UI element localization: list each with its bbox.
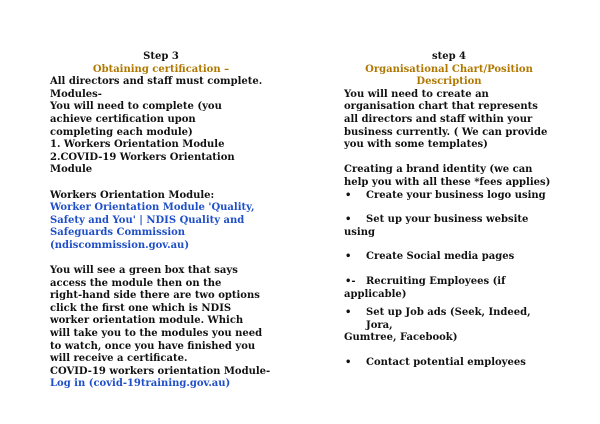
bullet-mark: • bbox=[345, 356, 352, 368]
brand-task-list bbox=[344, 190, 554, 370]
step-4-column bbox=[344, 51, 554, 369]
instruction-line: You will see a green box that says bbox=[50, 265, 238, 277]
list-item-text: Recruiting Employees (if bbox=[366, 275, 506, 287]
list-item bbox=[344, 214, 554, 227]
bullet-mark: •- bbox=[345, 275, 356, 287]
list-item-text: Contact potential employees bbox=[366, 356, 526, 368]
step-3-column bbox=[50, 51, 272, 391]
step-4-label: step 4 bbox=[431, 51, 467, 62]
covid-training-link[interactable]: Log in (covid-19training.gov.au) bbox=[50, 378, 231, 390]
brand-line: help you with all these *fees applies) bbox=[344, 176, 551, 188]
bullet-mark: • bbox=[345, 189, 352, 201]
list-item-text: Create your business logo using bbox=[366, 189, 546, 201]
list-item-text: Create Social media pages bbox=[366, 251, 515, 263]
left-line: Modules- bbox=[50, 88, 102, 100]
link-line[interactable]: Safeguards Commission bbox=[50, 227, 186, 239]
left-line: You will need to complete (you bbox=[50, 101, 222, 113]
left-line: 1. Workers Orientation Module bbox=[50, 139, 225, 151]
list-item bbox=[344, 276, 554, 289]
instruction-line: to watch, once you have finished you bbox=[50, 340, 256, 352]
step-3-label: Step 3 bbox=[143, 51, 179, 62]
list-item-continuation: using bbox=[344, 226, 375, 238]
list-item-continuation: applicable) bbox=[344, 288, 407, 300]
instruction-line: worker orientation module. Which bbox=[50, 315, 244, 327]
list-item bbox=[344, 190, 554, 203]
list-item-continuation: Gumtree, Facebook) bbox=[344, 332, 458, 344]
list-item-text: Set up Job ads (Seek, Indeed, Jora, bbox=[366, 307, 531, 331]
intro-line: you with some templates) bbox=[344, 139, 488, 151]
left-line: 2.COVID-19 Workers Orientation bbox=[50, 151, 235, 163]
link-line[interactable]: (ndiscommission.gov.au) bbox=[50, 239, 190, 251]
module-heading: Workers Orientation Module: bbox=[50, 189, 215, 201]
left-line: Module bbox=[50, 164, 93, 176]
step-4-title: Organisational Chart/Position bbox=[365, 63, 533, 75]
instruction-line: will take you to the modules you need bbox=[50, 328, 263, 340]
link-line[interactable]: Safety and You' | NDIS Quality and bbox=[50, 214, 245, 226]
left-line: completing each module) bbox=[50, 126, 193, 138]
list-item bbox=[344, 307, 554, 332]
step-3-title: Obtaining certification – bbox=[92, 63, 230, 75]
instruction-line: access the module then on the bbox=[50, 277, 222, 289]
bullet-mark: • bbox=[345, 214, 352, 226]
left-line: All directors and staff must complete. bbox=[50, 76, 263, 88]
ndis-module-link[interactable] bbox=[50, 202, 272, 252]
bullet-mark: • bbox=[345, 251, 352, 263]
left-line: achieve certification upon bbox=[50, 113, 196, 125]
intro-line: You will need to create an bbox=[344, 88, 489, 100]
instruction-line: will receive a certificate. bbox=[50, 353, 188, 365]
instruction-line: click the first one which is NDIS bbox=[50, 302, 232, 314]
list-item bbox=[344, 251, 554, 264]
intro-line: organisation chart that represents bbox=[344, 101, 538, 113]
intro-line: all directors and staff within your bbox=[344, 113, 533, 125]
instruction-line: right-hand side there are two options bbox=[50, 290, 260, 302]
bullet-mark: • bbox=[345, 307, 352, 319]
intro-line: business currently. ( We can provide bbox=[344, 126, 548, 138]
link-line[interactable]: Worker Orientation Module 'Quality, bbox=[50, 202, 255, 214]
list-item bbox=[344, 357, 554, 370]
list-item-text: Set up your business website bbox=[366, 214, 529, 226]
step-4-title: Description bbox=[416, 76, 482, 88]
brand-line: Creating a brand identity (we can bbox=[344, 164, 533, 176]
instruction-line: COVID-19 workers orientation Module- bbox=[50, 365, 271, 377]
